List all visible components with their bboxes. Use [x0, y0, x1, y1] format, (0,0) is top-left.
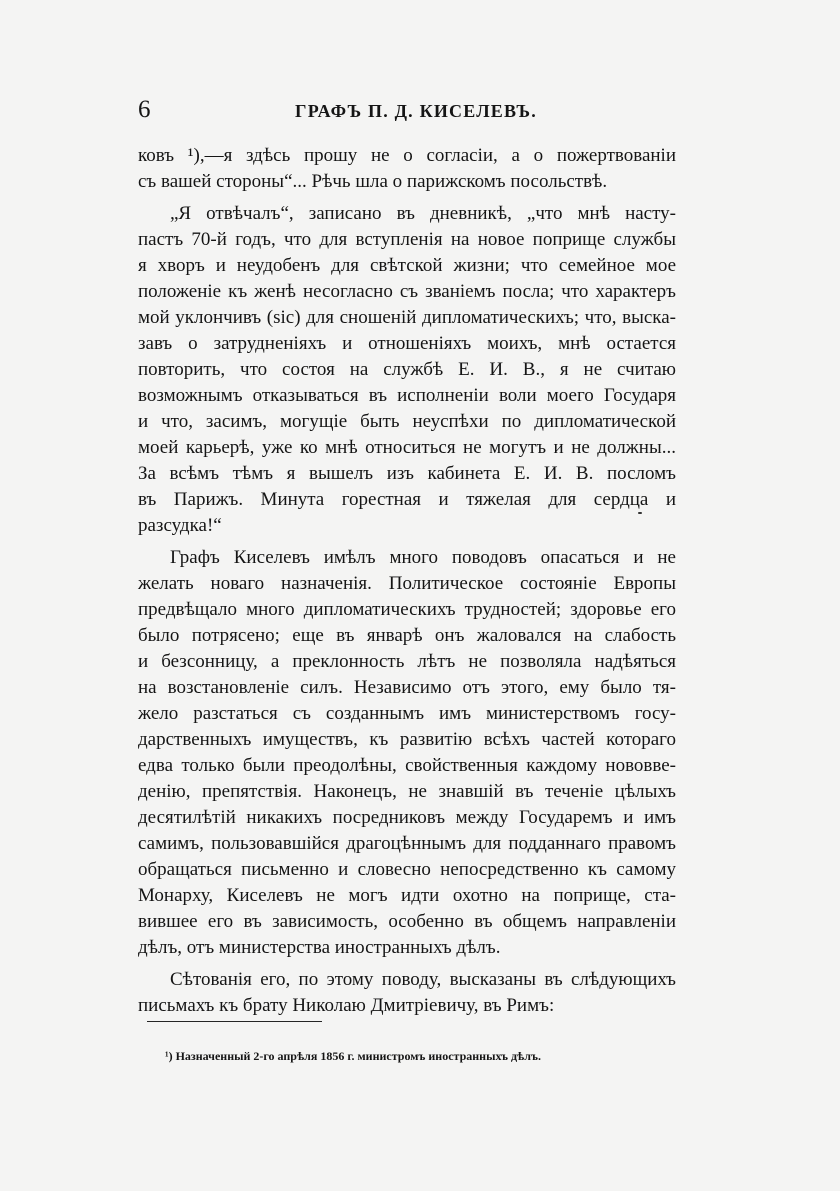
text-line: возможнымъ отказываться въ исполненіи воли моего Государя [138, 385, 676, 406]
text-line: письмахъ къ брату Николаю Дмитріевичу, въ Римъ: [138, 995, 555, 1016]
text-line: на возстановленіе силъ. Независимо отъ этого, ему было тя- [138, 677, 676, 698]
text-line: десятилѣтій никакихъ посредниковъ между Государемъ и имъ [138, 807, 676, 828]
text-line: самимъ, пользовавшійся драгоцѣннымъ для подданнаго правомъ [138, 833, 676, 854]
page-header [138, 96, 678, 126]
text-line: Сѣтованія его, по этому поводу, высказаны въ слѣдующихъ [170, 969, 676, 990]
text-line: съ вашей стороны“... Рѣчь шла о парижскомъ посольствѣ. [138, 171, 608, 192]
text-line: моей карьерѣ, уже ко мнѣ относиться не могутъ и не должны... [138, 437, 676, 458]
text-line: обращаться письменно и словесно непосредственно къ самому [138, 859, 676, 880]
print-speck [638, 512, 642, 514]
text-line: желать новаго назначенія. Политическое состояніе Европы [138, 573, 676, 594]
text-line: мой уклончивъ (sic) для сношеній дипломатическихъ; что, выска- [138, 307, 676, 328]
text-line: въ Парижъ. Минута горестная и тяжелая для сердца и [138, 489, 676, 510]
footnote: ¹) Назначенный 2-го апрѣля 1856 г. министромъ иностранныхъ дѣлъ. [165, 1049, 541, 1063]
text-line: За всѣмъ тѣмъ я вышелъ изъ кабинета Е. И. В. посломъ [138, 463, 676, 484]
text-line: и безсонницу, а преклонность лѣтъ не позволяла надѣяться [138, 651, 676, 672]
text-line: ковъ ¹),—я здѣсь прошу не о согласіи, а о пожертвованіи [138, 145, 676, 166]
text-line: повторить, что состоя на службѣ Е. И. В., я не считаю [138, 359, 676, 380]
text-line: Монарху, Киселевъ не могъ идти охотно на поприще, ста- [138, 885, 676, 906]
text-line: было потрясено; еще въ январѣ онъ жаловался на слабость [138, 625, 676, 646]
text-line: жело разстаться съ созданнымъ имъ министерствомъ госу- [138, 703, 676, 724]
text-line: вившее его въ зависимость, особенно въ общемъ направленіи [138, 911, 676, 932]
running-head: ГРАФЪ П. Д. КИСЕЛЕВЪ. [295, 101, 537, 121]
text-line: положеніе къ женѣ несогласно съ званіемъ посла; что характеръ [138, 281, 676, 302]
text-line: дарственныхъ имуществъ, къ развитію всѣхъ частей котораго [138, 729, 676, 750]
text-line: денію, препятствія. Наконецъ, не знавшій въ теченіе цѣлыхъ [138, 781, 676, 802]
text-line: пастъ 70-й годъ, что для вступленія на новое поприще службы [138, 229, 676, 250]
text-line: разсудка!“ [138, 515, 222, 536]
text-line: „Я отвѣчалъ“, записано въ дневникѣ, „что мнѣ насту- [170, 203, 676, 224]
text-line: дѣлъ, отъ министерства иностранныхъ дѣлъ. [138, 937, 501, 958]
text-line: едва только были преодолѣны, свойственныя каждому нововве- [138, 755, 676, 776]
footnote-rule [147, 1021, 322, 1022]
page-number: 6 [138, 96, 151, 123]
text-line: и что, засимъ, могущіе быть неуспѣхи по дипломатической [138, 411, 676, 432]
text-line: Графъ Киселевъ имѣлъ много поводовъ опасаться и не [170, 547, 676, 568]
text-line: завъ о затрудненіяхъ и отношеніяхъ моихъ, мнѣ остается [138, 333, 676, 354]
text-line: я хворъ и неудобенъ для свѣтской жизни; что семейное мое [138, 255, 676, 276]
text-line: предвѣщало много дипломатическихъ трудностей; здоровье его [138, 599, 676, 620]
